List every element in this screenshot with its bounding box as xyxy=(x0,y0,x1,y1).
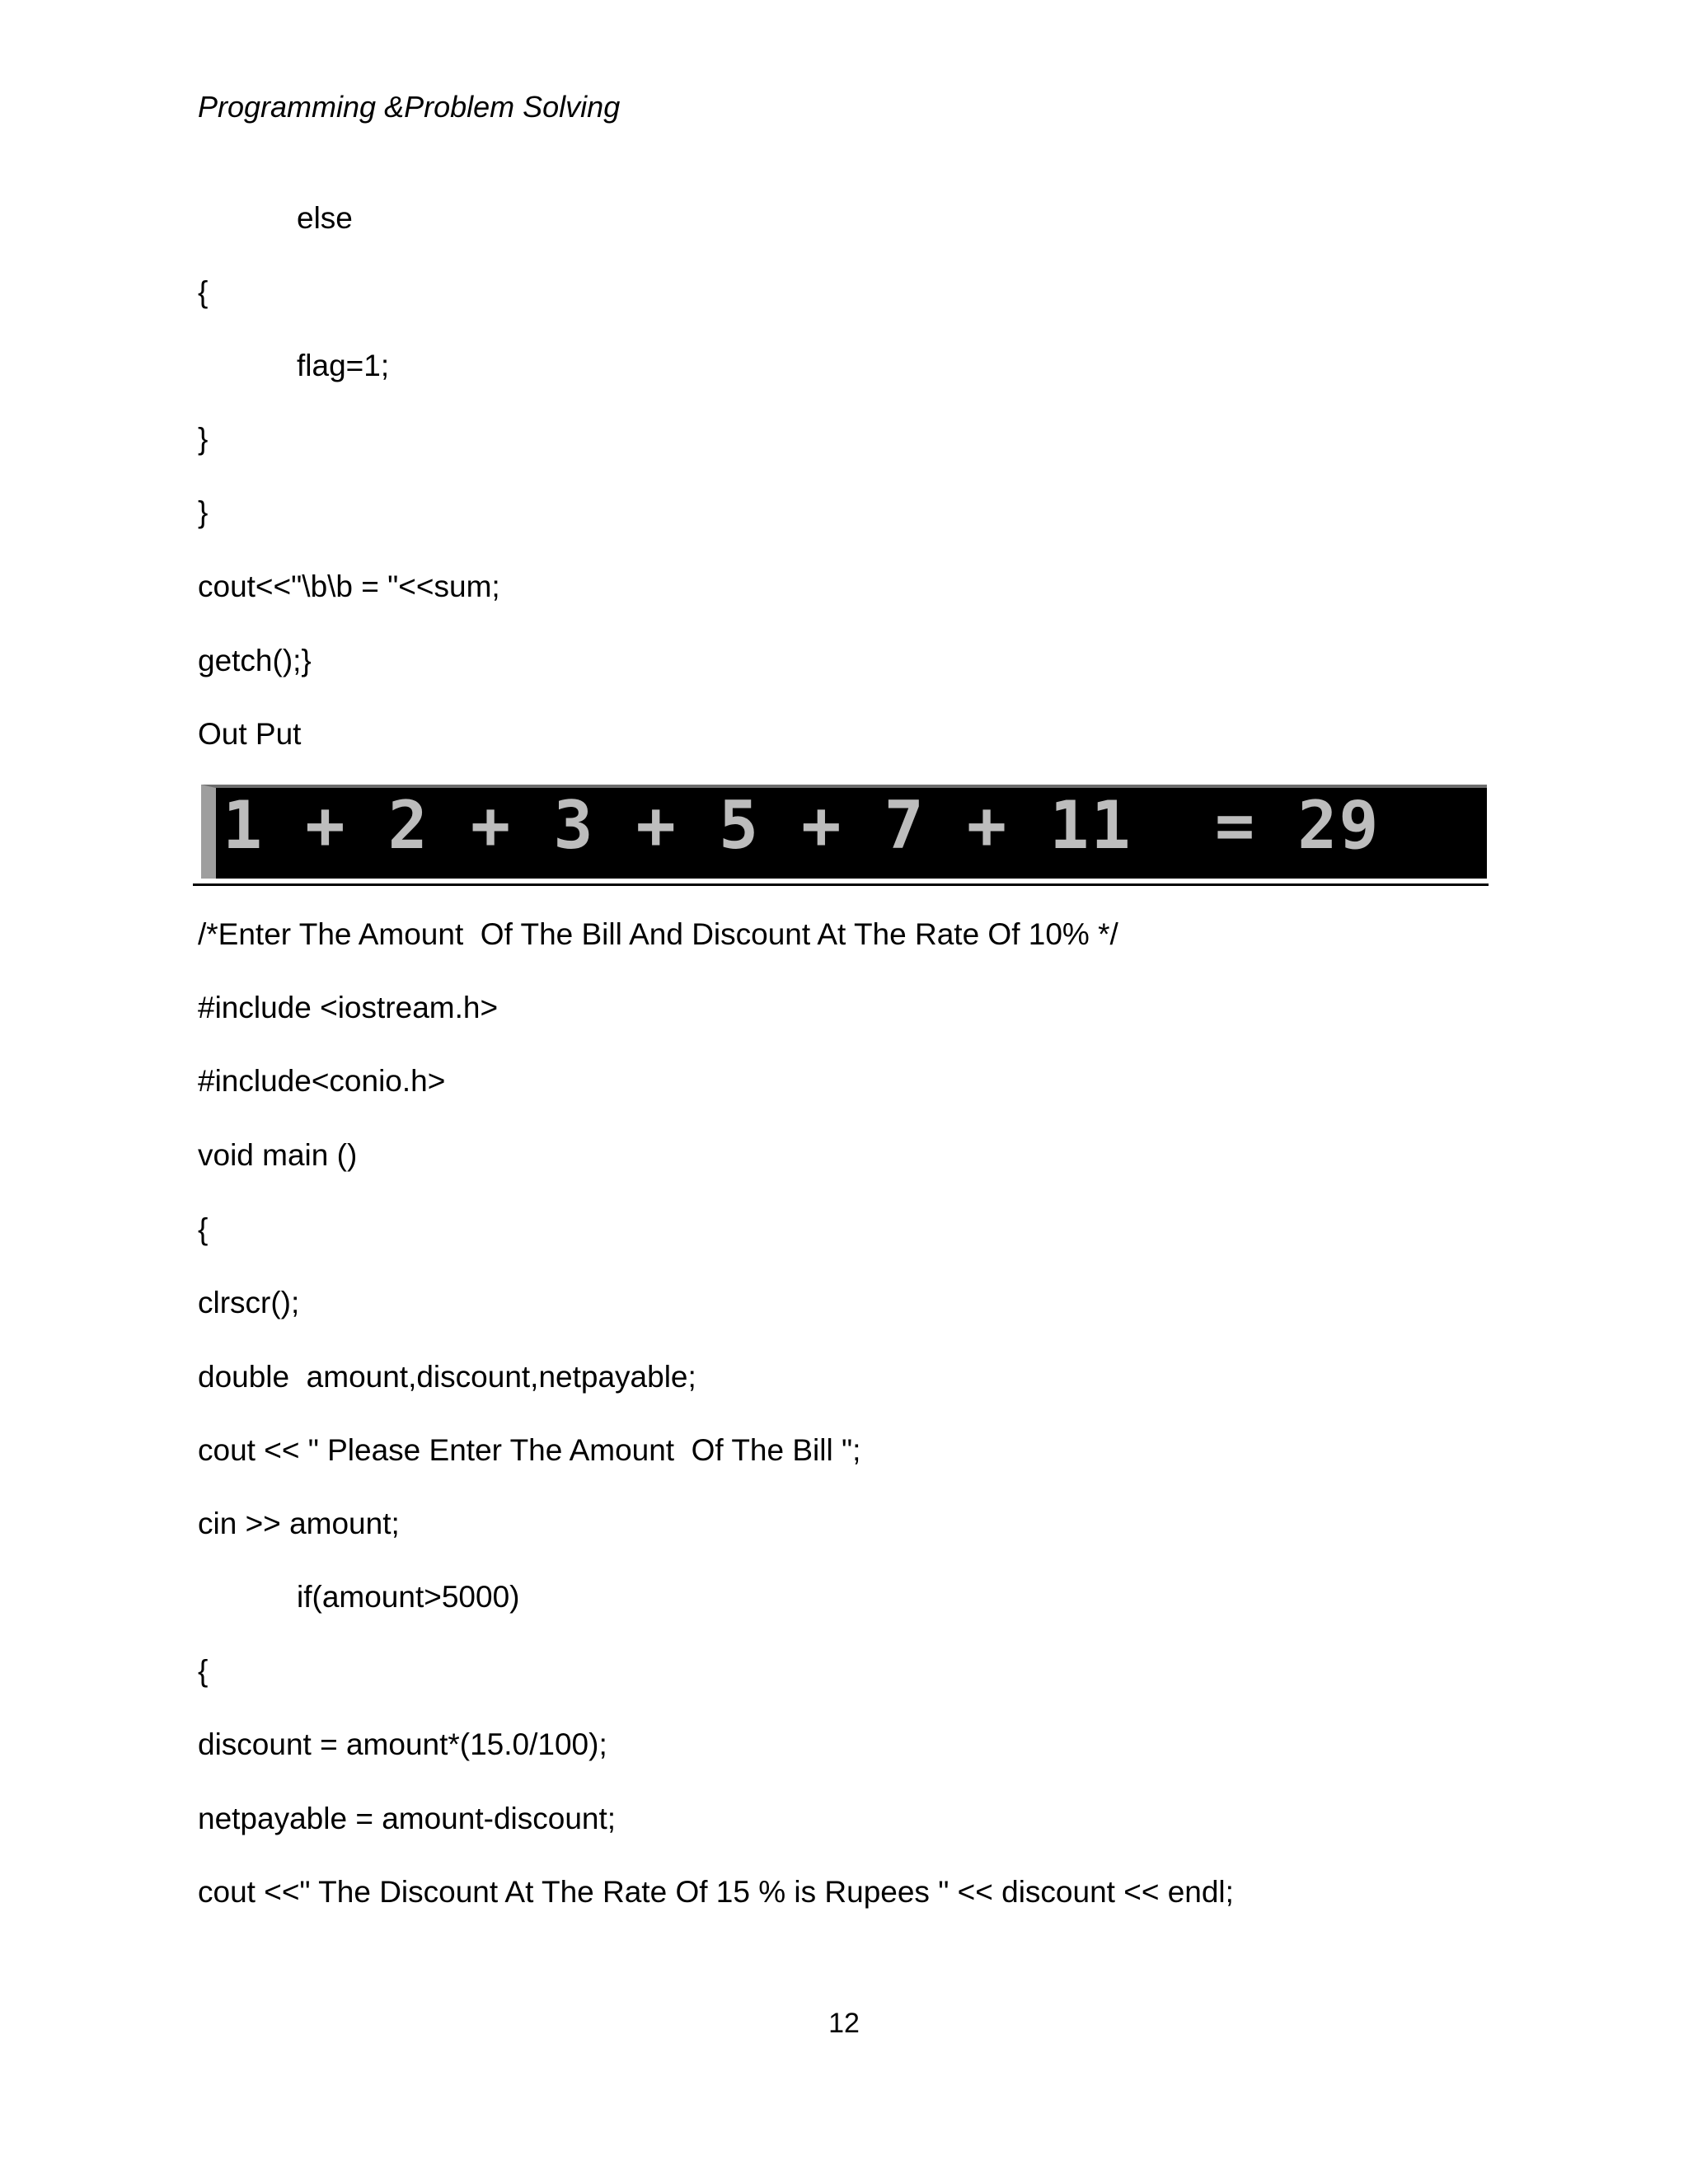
code-line: #include <iostream.h> xyxy=(198,991,499,1024)
code-line: { xyxy=(198,1212,209,1246)
code-line: cin >> amount; xyxy=(198,1507,400,1540)
code-line: flag=1; xyxy=(297,349,390,382)
code-comment: /*Enter The Amount Of The Bill And Discount At The Rate Of 10% */ xyxy=(198,917,1118,951)
code-line: #include<conio.h> xyxy=(198,1064,446,1098)
code-line: else xyxy=(297,201,353,235)
output-label: Out Put xyxy=(198,717,302,751)
code-line: } xyxy=(198,422,209,456)
code-line: getch();} xyxy=(198,644,312,677)
code-line: } xyxy=(198,495,209,529)
page-number: 12 xyxy=(828,2008,860,2039)
code-line: cout<<"\b\b = "<<sum; xyxy=(198,569,500,603)
code-line: netpayable = amount-discount; xyxy=(198,1802,617,1835)
code-line: void main () xyxy=(198,1138,358,1172)
code-line: cout << " Please Enter The Amount Of The Bill "; xyxy=(198,1433,861,1467)
code-line: cout <<" The Discount At The Rate Of 15 % is Rupees " << discount << endl; xyxy=(198,1875,1234,1909)
code-line: double amount,discount,netpayable; xyxy=(198,1360,696,1394)
console-output-text: 1 + 2 + 3 + 5 + 7 + 11 = 29 xyxy=(223,787,1381,864)
code-line: { xyxy=(198,1654,209,1688)
console-output xyxy=(201,785,1487,879)
code-line: discount = amount*(15.0/100); xyxy=(198,1727,607,1761)
code-line: clrscr(); xyxy=(198,1286,300,1319)
code-line: if(amount>5000) xyxy=(297,1580,520,1614)
code-line: { xyxy=(198,275,209,309)
divider-rule xyxy=(193,883,1489,886)
page-header: Programming &Problem Solving xyxy=(198,90,621,124)
